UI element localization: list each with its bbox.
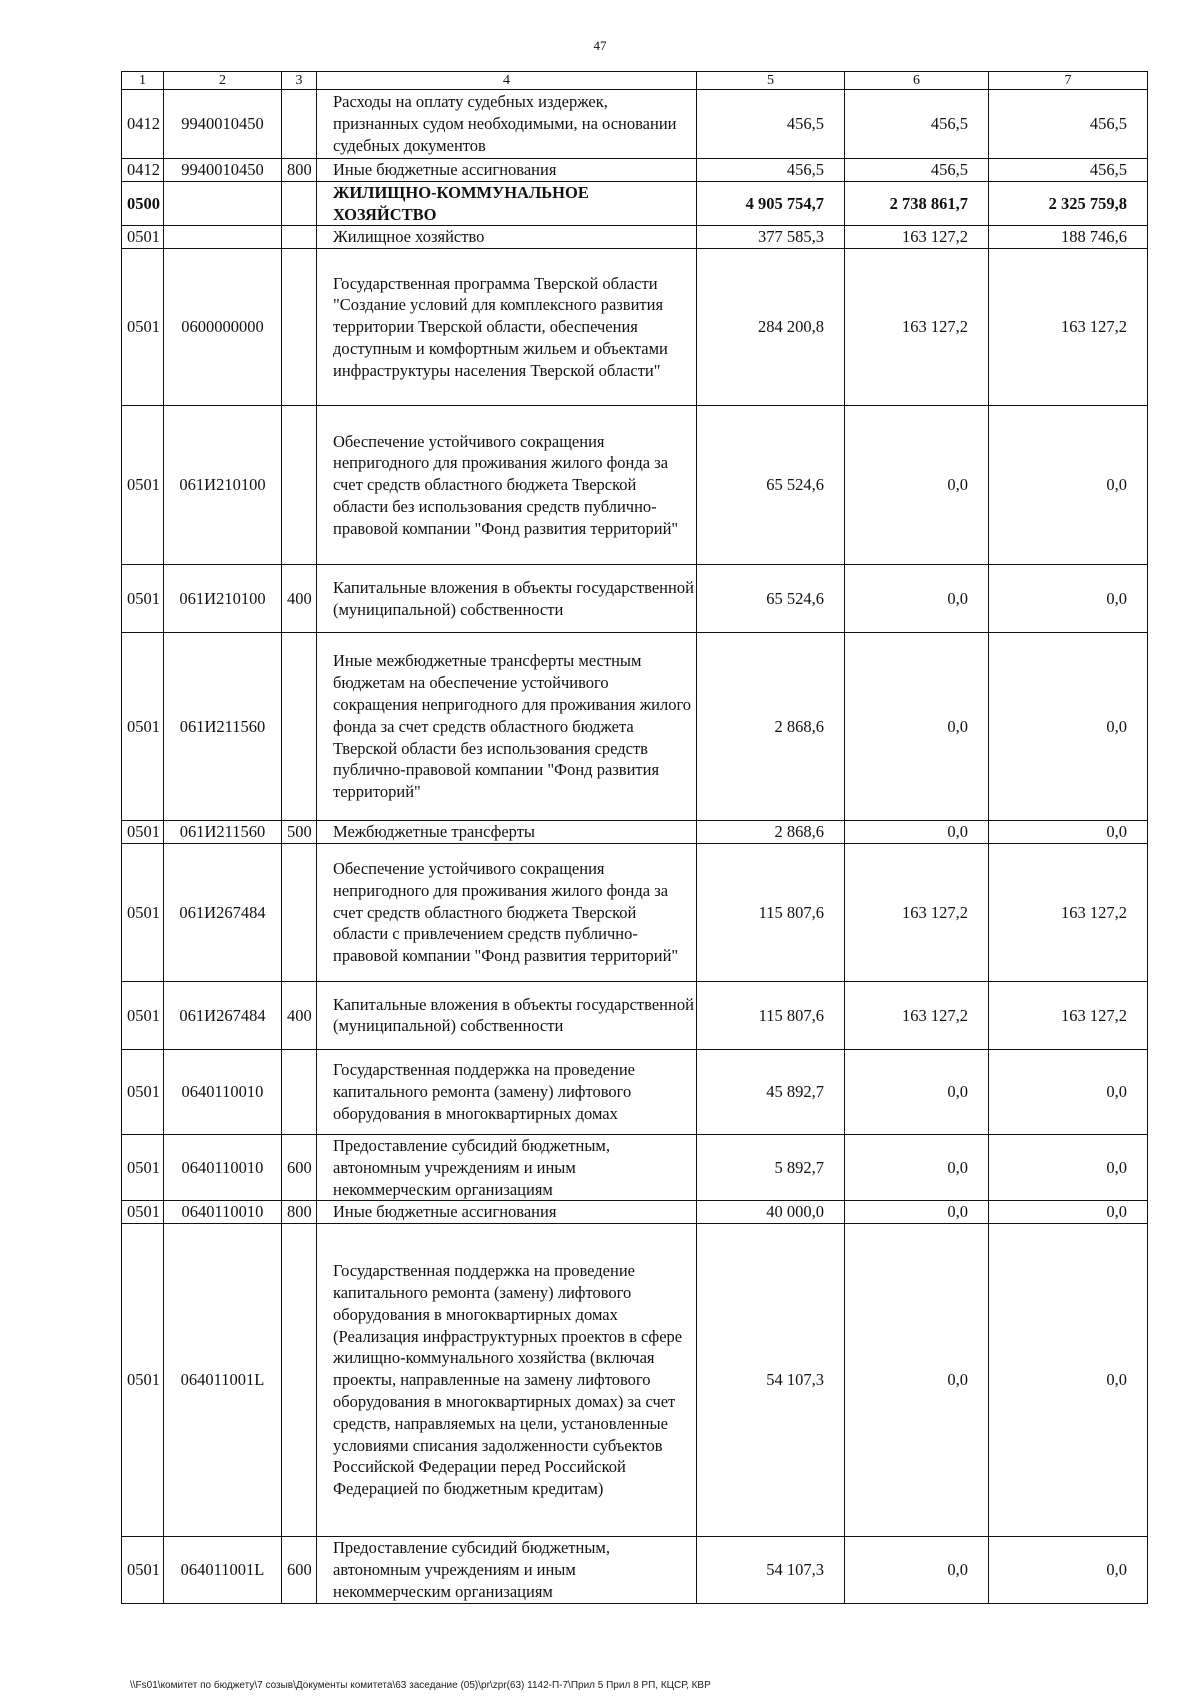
cell-col-1: 0501 xyxy=(122,1049,164,1134)
cell-col-2: 9940010450 xyxy=(164,90,282,159)
table-row xyxy=(122,1049,1148,1134)
cell-col-3 xyxy=(282,406,317,565)
cell-col-2: 061И210100 xyxy=(164,406,282,565)
cell-col-5: 5 892,7 xyxy=(697,1134,845,1200)
cell-col-5: 45 892,7 xyxy=(697,1049,845,1134)
table-row xyxy=(122,981,1148,1049)
cell-col-3: 600 xyxy=(282,1134,317,1200)
cell-col-5: 65 524,6 xyxy=(697,406,845,565)
cell-col-7: 0,0 xyxy=(989,406,1148,565)
cell-col-4: Обеспечение устойчивого сокращения непригодного для проживания жилого фонда за счет средств областного бюджета Тверской области без использования средств публично-правовой компании "Фонд развития территорий" xyxy=(317,406,697,565)
cell-col-7: 163 127,2 xyxy=(989,981,1148,1049)
cell-col-4: Обеспечение устойчивого сокращения непригодного для проживания жилого фонда за счет средств областного бюджета Тверской области с привлечением средств публично-правовой компании "Фонд развития территорий" xyxy=(317,843,697,981)
cell-col-1: 0501 xyxy=(122,226,164,249)
cell-col-6: 456,5 xyxy=(845,159,989,182)
cell-col-4: Предоставление субсидий бюджетным, автономным учреждениям и иным некоммерческим организациям xyxy=(317,1537,697,1603)
cell-col-3: 800 xyxy=(282,159,317,182)
cell-col-1: 0501 xyxy=(122,843,164,981)
cell-col-1: 0501 xyxy=(122,1224,164,1537)
cell-col-1: 0501 xyxy=(122,1537,164,1603)
cell-col-1: 0501 xyxy=(122,565,164,633)
column-header-3: 3 xyxy=(282,72,317,90)
cell-col-5: 4 905 754,7 xyxy=(697,181,845,226)
budget-table xyxy=(121,71,1148,1604)
cell-col-3 xyxy=(282,633,317,821)
table-row xyxy=(122,1201,1148,1224)
cell-col-3 xyxy=(282,90,317,159)
cell-col-2: 064011001L xyxy=(164,1537,282,1603)
cell-col-3: 800 xyxy=(282,1201,317,1224)
cell-col-7: 0,0 xyxy=(989,1537,1148,1603)
cell-col-6: 0,0 xyxy=(845,565,989,633)
cell-col-7: 0,0 xyxy=(989,1201,1148,1224)
table-row xyxy=(122,1134,1148,1200)
cell-col-7: 163 127,2 xyxy=(989,249,1148,406)
cell-col-1: 0500 xyxy=(122,181,164,226)
column-header-6: 6 xyxy=(845,72,989,90)
cell-col-2: 061И210100 xyxy=(164,565,282,633)
cell-col-6: 0,0 xyxy=(845,1049,989,1134)
table-row xyxy=(122,90,1148,159)
cell-col-6: 163 127,2 xyxy=(845,843,989,981)
cell-col-7: 0,0 xyxy=(989,565,1148,633)
cell-col-5: 54 107,3 xyxy=(697,1224,845,1537)
table-row xyxy=(122,1537,1148,1603)
cell-col-3: 600 xyxy=(282,1537,317,1603)
column-header-1: 1 xyxy=(122,72,164,90)
cell-col-3 xyxy=(282,249,317,406)
cell-col-2: 064011001L xyxy=(164,1224,282,1537)
table-row xyxy=(122,633,1148,821)
cell-col-4: Межбюджетные трансферты xyxy=(317,821,697,844)
cell-col-2 xyxy=(164,181,282,226)
cell-col-6: 0,0 xyxy=(845,821,989,844)
cell-col-7: 456,5 xyxy=(989,159,1148,182)
cell-col-1: 0501 xyxy=(122,406,164,565)
table-row xyxy=(122,249,1148,406)
cell-col-6: 0,0 xyxy=(845,1134,989,1200)
cell-col-1: 0501 xyxy=(122,1201,164,1224)
cell-col-4: Иные межбюджетные трансферты местным бюджетам на обеспечение устойчивого сокращения непригодного для проживания жилого фонда за счет средств областного бюджета Тверской области без использования средств публично-правовой компании "Фонд развития территорий" xyxy=(317,633,697,821)
cell-col-2: 061И211560 xyxy=(164,633,282,821)
table-row xyxy=(122,1224,1148,1537)
cell-col-4: Иные бюджетные ассигнования xyxy=(317,1201,697,1224)
cell-col-1: 0412 xyxy=(122,159,164,182)
cell-col-1: 0501 xyxy=(122,821,164,844)
cell-col-3: 400 xyxy=(282,565,317,633)
cell-col-4: Предоставление субсидий бюджетным, автономным учреждениям и иным некоммерческим организациям xyxy=(317,1134,697,1200)
cell-col-2: 061И211560 xyxy=(164,821,282,844)
cell-col-2 xyxy=(164,226,282,249)
cell-col-4: ЖИЛИЩНО-КОММУНАЛЬНОЕ ХОЗЯЙСТВО xyxy=(317,181,697,226)
cell-col-7: 188 746,6 xyxy=(989,226,1148,249)
table-row xyxy=(122,565,1148,633)
cell-col-5: 115 807,6 xyxy=(697,981,845,1049)
cell-col-2: 061И267484 xyxy=(164,981,282,1049)
cell-col-5: 456,5 xyxy=(697,90,845,159)
cell-col-2: 0640110010 xyxy=(164,1049,282,1134)
table-row xyxy=(122,226,1148,249)
column-header-4: 4 xyxy=(317,72,697,90)
cell-col-6: 0,0 xyxy=(845,1224,989,1537)
cell-col-6: 0,0 xyxy=(845,633,989,821)
cell-col-2: 9940010450 xyxy=(164,159,282,182)
cell-col-3: 500 xyxy=(282,821,317,844)
cell-col-4: Государственная поддержка на проведение капитального ремонта (замену) лифтового оборудования в многоквартирных домах (Реализация инфраструктурных проектов в сфере жилищно-коммунального хозяйства (включая проекты, направленные на замену лифтового оборудования в многоквартирных домах) за счет средств, направляемых на цели, установленные условиями списания задолженности субъектов Российской Федерации перед Российской Федерацией по бюджетным кредитам) xyxy=(317,1224,697,1537)
cell-col-3 xyxy=(282,1224,317,1537)
cell-col-3: 400 xyxy=(282,981,317,1049)
cell-col-2: 0640110010 xyxy=(164,1134,282,1200)
cell-col-5: 54 107,3 xyxy=(697,1537,845,1603)
table-row xyxy=(122,821,1148,844)
cell-col-5: 2 868,6 xyxy=(697,821,845,844)
cell-col-4: Капитальные вложения в объекты государственной (муниципальной) собственности xyxy=(317,565,697,633)
cell-col-7: 0,0 xyxy=(989,633,1148,821)
table-row xyxy=(122,159,1148,182)
cell-col-5: 284 200,8 xyxy=(697,249,845,406)
table-row xyxy=(122,406,1148,565)
table-row xyxy=(122,843,1148,981)
cell-col-7: 456,5 xyxy=(989,90,1148,159)
cell-col-5: 40 000,0 xyxy=(697,1201,845,1224)
cell-col-2: 061И267484 xyxy=(164,843,282,981)
footer-file-path: \\Fs01\комитет по бюджету\7 созыв\Документы комитета\63 заседание (05)\pr\zpr(63) 1142-П-7\Прил 5 Прил 8 РП, КЦСР, КВР xyxy=(130,1680,711,1691)
cell-col-7: 163 127,2 xyxy=(989,843,1148,981)
cell-col-3 xyxy=(282,181,317,226)
cell-col-1: 0501 xyxy=(122,633,164,821)
column-header-7: 7 xyxy=(989,72,1148,90)
cell-col-3 xyxy=(282,1049,317,1134)
cell-col-6: 163 127,2 xyxy=(845,981,989,1049)
cell-col-6: 0,0 xyxy=(845,1537,989,1603)
cell-col-2: 0600000000 xyxy=(164,249,282,406)
cell-col-7: 0,0 xyxy=(989,1049,1148,1134)
cell-col-2: 0640110010 xyxy=(164,1201,282,1224)
page-number: 47 xyxy=(593,38,607,53)
cell-col-4: Государственная программа Тверской области "Создание условий для комплексного развития территории Тверской области, обеспечения доступным и комфортным жильем и объектами инфраструктуры населения Тверской области" xyxy=(317,249,697,406)
cell-col-5: 115 807,6 xyxy=(697,843,845,981)
cell-col-6: 456,5 xyxy=(845,90,989,159)
cell-col-3 xyxy=(282,226,317,249)
cell-col-7: 0,0 xyxy=(989,821,1148,844)
cell-col-6: 0,0 xyxy=(845,406,989,565)
cell-col-6: 2 738 861,7 xyxy=(845,181,989,226)
cell-col-4: Жилищное хозяйство xyxy=(317,226,697,249)
cell-col-6: 0,0 xyxy=(845,1201,989,1224)
cell-col-4: Государственная поддержка на проведение капитального ремонта (замену) лифтового оборудования в многоквартирных домах xyxy=(317,1049,697,1134)
cell-col-4: Иные бюджетные ассигнования xyxy=(317,159,697,182)
cell-col-1: 0501 xyxy=(122,1134,164,1200)
cell-col-7: 0,0 xyxy=(989,1134,1148,1200)
cell-col-1: 0501 xyxy=(122,249,164,406)
cell-col-4: Расходы на оплату судебных издержек, признанных судом необходимыми, на основании судебных документов xyxy=(317,90,697,159)
cell-col-5: 65 524,6 xyxy=(697,565,845,633)
table-row xyxy=(122,181,1148,226)
cell-col-6: 163 127,2 xyxy=(845,249,989,406)
cell-col-5: 377 585,3 xyxy=(697,226,845,249)
column-header-row xyxy=(122,72,1148,90)
cell-col-4: Капитальные вложения в объекты государственной (муниципальной) собственности xyxy=(317,981,697,1049)
cell-col-5: 456,5 xyxy=(697,159,845,182)
cell-col-1: 0501 xyxy=(122,981,164,1049)
cell-col-3 xyxy=(282,843,317,981)
column-header-2: 2 xyxy=(164,72,282,90)
cell-col-7: 2 325 759,8 xyxy=(989,181,1148,226)
cell-col-6: 163 127,2 xyxy=(845,226,989,249)
cell-col-5: 2 868,6 xyxy=(697,633,845,821)
column-header-5: 5 xyxy=(697,72,845,90)
cell-col-7: 0,0 xyxy=(989,1224,1148,1537)
cell-col-1: 0412 xyxy=(122,90,164,159)
